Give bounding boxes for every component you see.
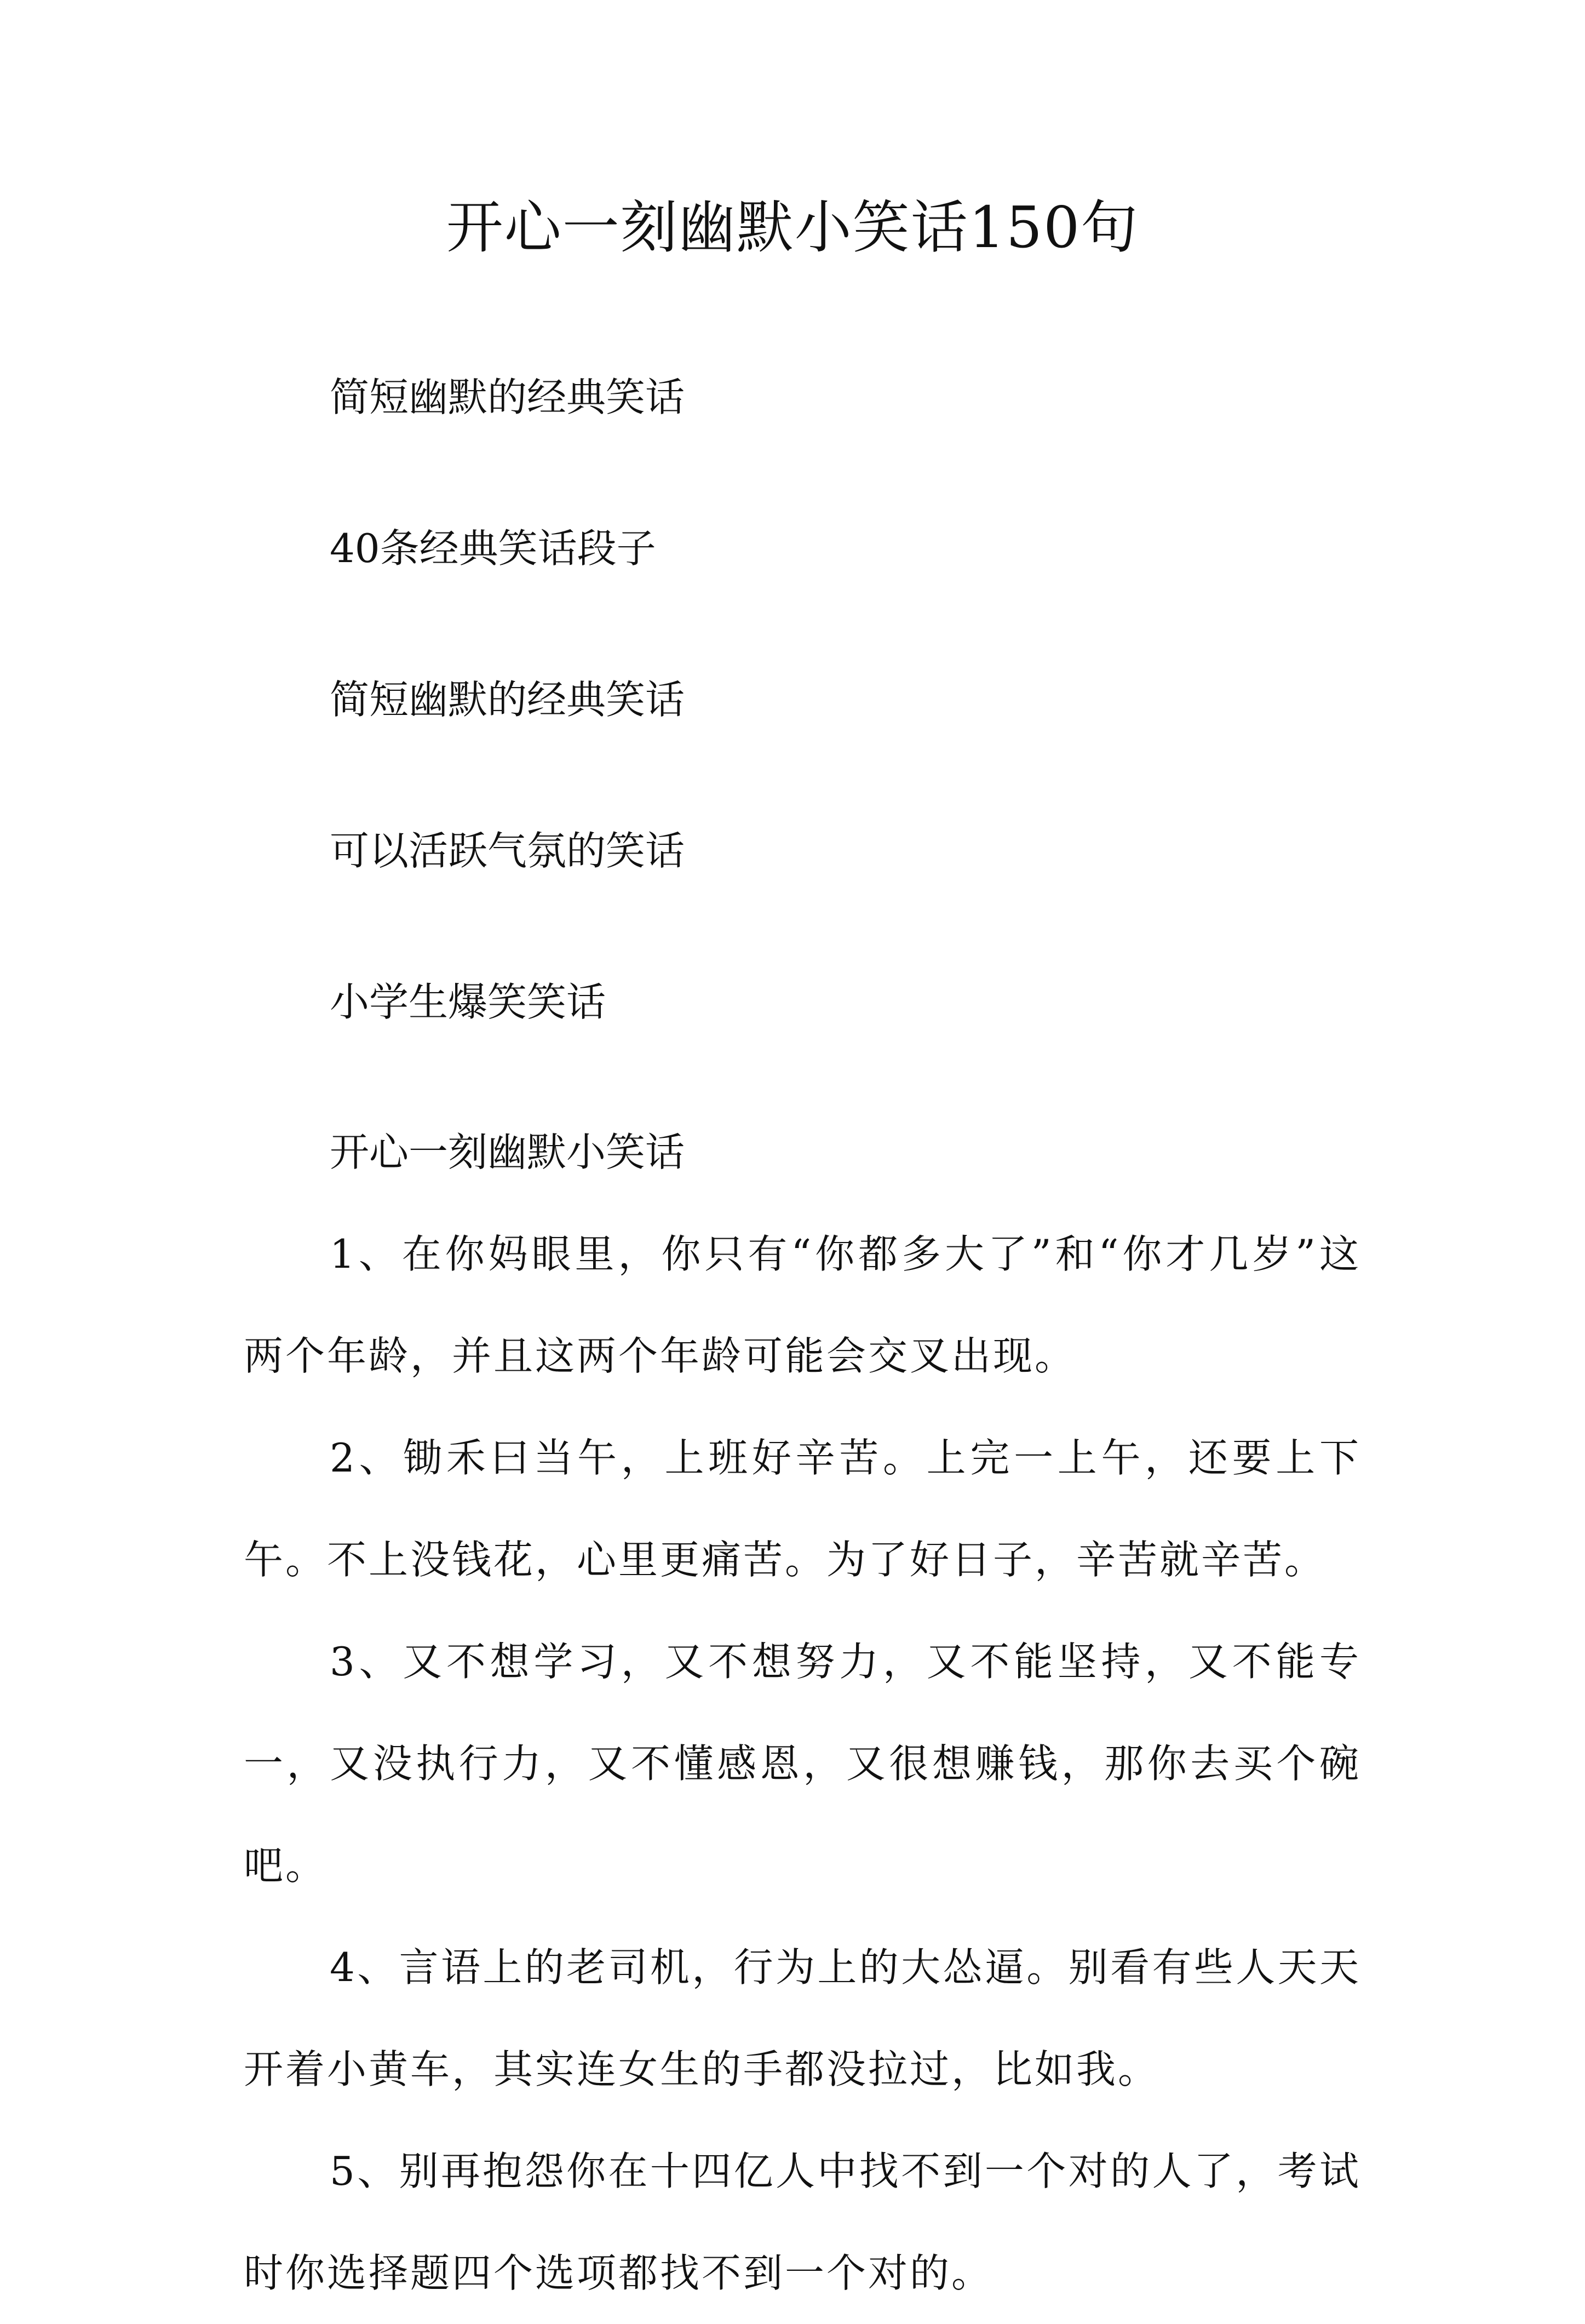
- related-link[interactable]: 简短幽默的经典笑话: [330, 677, 685, 723]
- related-link[interactable]: 简短幽默的经典笑话: [330, 374, 685, 420]
- joke-list: [244, 1203, 1361, 2324]
- joke-paragraph: 5、别再抱怨你在十四亿人中找不到一个对的人了，考试时你选择题四个选项都找不到一个对的。: [244, 2148, 1361, 2296]
- section-heading: 开心一刻幽默小笑话: [330, 1129, 685, 1175]
- joke-paragraph: 3、又不想学习，又不想努力，又不能坚持，又不能专一，又没执行力，又不懂感恩，又很想赚钱，那你去买个碗吧。: [244, 1639, 1361, 1888]
- joke-paragraph: 2、锄禾曰当午，上班好辛苦。上完一上午，还要上下午。不上没钱花，心里更痛苦。为了好日子，辛苦就辛苦。: [244, 1435, 1361, 1583]
- related-links-list: [330, 373, 685, 1129]
- document-title: 开心一刻幽默小笑话150句: [446, 194, 1139, 261]
- related-link[interactable]: 40条经典笑话段子: [330, 525, 656, 571]
- joke-paragraph: 1、在你妈眼里，你只有“你都多大了”和“你才几岁”这两个年龄，并且这两个年龄可能会交叉出现。: [244, 1231, 1361, 1379]
- document-body: [244, 1127, 1361, 2324]
- joke-paragraph: 4、言语上的老司机，行为上的大怂逼。别看有些人天天开着小黄车，其实连女生的手都没拉过，比如我。: [244, 1944, 1361, 2092]
- related-link[interactable]: 可以活跃气氛的笑话: [330, 828, 685, 874]
- related-link[interactable]: 小学生爆笑笑话: [330, 979, 606, 1025]
